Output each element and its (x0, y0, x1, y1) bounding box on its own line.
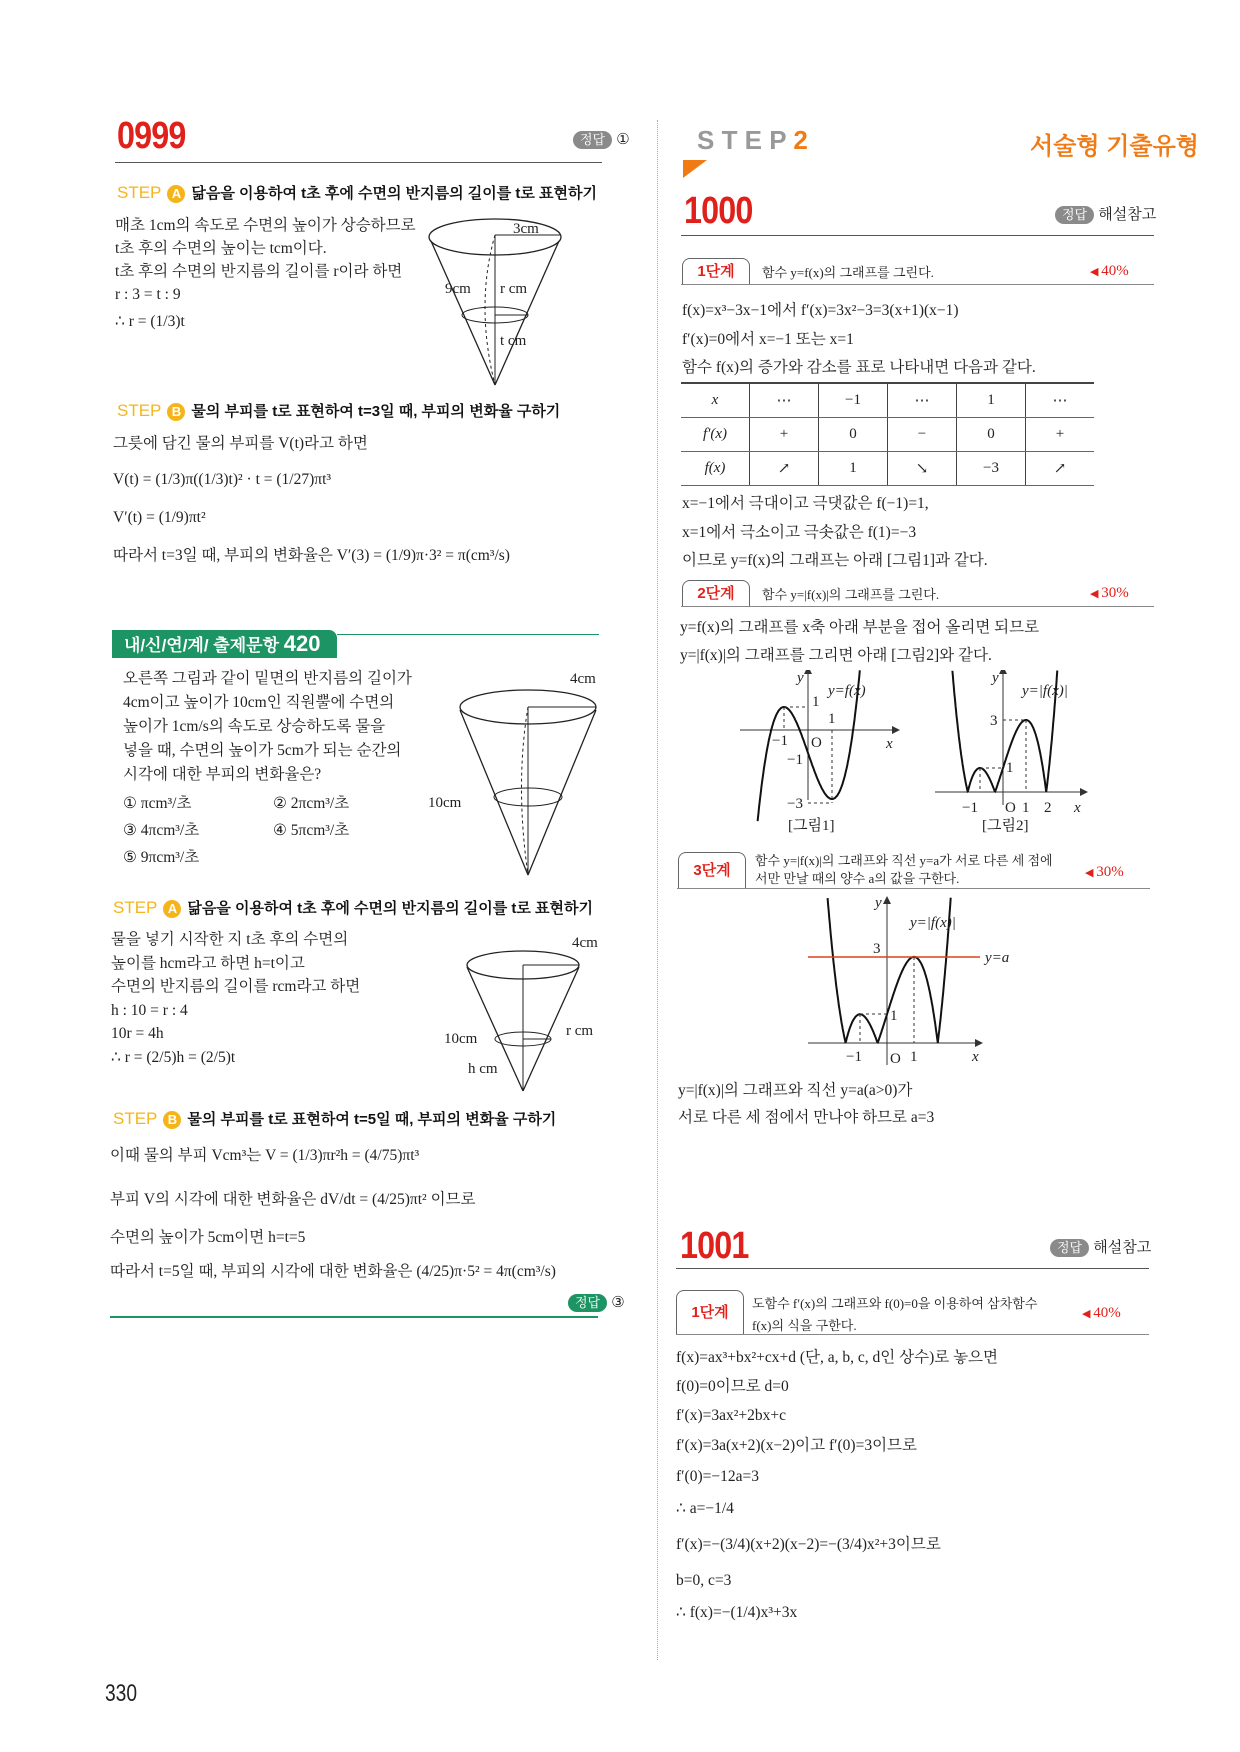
desc-line: 서만 만날 때의 양수 a의 값을 구한다. (755, 871, 960, 886)
table-cell: ↗ (750, 452, 819, 486)
text-line: 높이가 1cm/s의 속도로 상승하도록 물을 (123, 718, 386, 735)
step-title: 물의 부피를 t로 표현하여 t=3일 때, 부피의 변화율 구하기 (191, 403, 561, 420)
label-10cm: 10cm (428, 795, 462, 811)
step-letter: A (167, 185, 185, 203)
p1000-body-2 (682, 490, 988, 576)
label-4cm: 4cm (572, 935, 598, 951)
divider (681, 235, 1154, 236)
answer-label (573, 130, 630, 149)
stage-1-badge: 1단계 (676, 1290, 744, 1335)
text-line: f′(0)=−12a=3 (676, 1468, 759, 1485)
question-text (123, 667, 412, 787)
text-line: ∴ f(x)=−(1/4)x³+3x (676, 1604, 798, 1621)
table-cell: x (681, 383, 750, 418)
answer-value: ① (616, 131, 630, 148)
text-line: f′(x)=−(3/4)(x+2)(x−2)=−(3/4)x²+3이므로 (676, 1536, 941, 1553)
step-tag: STEP (113, 1109, 158, 1128)
text-line: 따라서 t=3일 때, 부피의 변화율은 V′(3) = (1/9)π·3² = π(cm³/s) (113, 547, 510, 564)
text-line: 오른쪽 그림과 같이 밑면의 반지름의 길이가 (123, 670, 412, 687)
stage-line (681, 606, 1154, 607)
text-line: 서로 다른 세 점에서 만나야 하므로 a=3 (678, 1109, 935, 1126)
table-cell: ⋯ (1026, 383, 1095, 418)
curve-label: y=|f(x)| (910, 915, 956, 931)
p1001-body (676, 1348, 998, 1633)
step-tag: STEP (117, 401, 162, 420)
text-line: f′(x)=3ax²+2bx+c (676, 1407, 787, 1424)
line-label: y=a (985, 950, 1010, 966)
text-line: V(t) = (1/3)π((1/3)t)² · t = (1/27)πt³ (113, 471, 332, 488)
curve-label: y=|f(x)| (1022, 683, 1068, 699)
desc-line: 함수 y=|f(x)|의 그래프와 직선 y=a가 서로 다른 세 점에 (755, 853, 1053, 868)
label: O (811, 735, 822, 751)
label-3cm: 3cm (513, 221, 539, 237)
divider (115, 162, 602, 163)
cone-figure-2 (420, 665, 610, 880)
section-divider (110, 1316, 598, 1318)
banner-number: 420 (283, 631, 321, 656)
label: −1 (772, 733, 788, 749)
desc-line: 도함수 f′(x)의 그래프와 f(0)=0을 이용하여 삼차함수 (752, 1296, 1038, 1311)
text-line: ∴ a=−1/4 (676, 1500, 734, 1517)
text-line: 수면의 반지름의 길이를 rcm라고 하면 (111, 978, 361, 995)
problem-number: 1001 (680, 1225, 749, 1267)
related-problem-banner (112, 630, 337, 658)
table-cell: ↗ (1026, 452, 1095, 486)
stage-1-badge: 1단계 (682, 258, 750, 285)
text-line: 물을 넣기 시작한 지 t초 후의 수면의 (111, 931, 349, 948)
desc-line: f(x)의 식을 구한다. (752, 1318, 857, 1333)
text-line: f′(x)=0에서 x=−1 또는 x=1 (682, 330, 854, 348)
table-cell: − (888, 418, 957, 452)
answer-value: 해설참고 (1093, 1239, 1152, 1256)
label-tcm: t cm (500, 333, 527, 349)
step-letter: A (163, 900, 181, 918)
label-rcm: r cm (500, 281, 528, 297)
label-rcm: r cm (566, 1023, 594, 1039)
step-letter: B (163, 1111, 181, 1129)
text-line: f(0)=0이므로 d=0 (676, 1378, 789, 1395)
stage-line (676, 1334, 1149, 1335)
label-4cm: 4cm (570, 671, 596, 687)
table-row (681, 452, 1094, 486)
text-line: f(x)=ax³+bx²+cx+d (단, a, b, c, d인 상수)로 놓으면 (676, 1349, 998, 1366)
table-cell: ⋯ (750, 383, 819, 418)
table-cell: 1 (819, 452, 888, 486)
table-cell: −1 (819, 383, 888, 418)
increase-decrease-table (681, 382, 1094, 486)
stage-1-desc: 함수 y=f(x)의 그래프를 그린다. (762, 265, 934, 280)
table-cell: + (1026, 418, 1095, 452)
label: x (886, 736, 893, 752)
label: x (972, 1049, 979, 1065)
stage-3-desc (755, 852, 1053, 888)
label: y (797, 670, 804, 686)
text-line: 그릇에 담긴 물의 부피를 V(t)라고 하면 (113, 435, 368, 452)
cone-figure-3 (440, 925, 620, 1095)
text-line: y=|f(x)|의 그래프와 직선 y=a(a>0)가 (678, 1082, 913, 1099)
figure-1 (740, 670, 900, 834)
text-line: 4cm이고 높이가 10cm인 직원뿔에 수면의 (123, 694, 395, 711)
table-row (681, 418, 1094, 452)
text-line: b=0, c=3 (676, 1572, 732, 1589)
choice-5[interactable]: ⑤ 9πcm³/초 (123, 849, 200, 866)
step-letter: B (167, 403, 185, 421)
label-9cm: 9cm (445, 281, 471, 297)
label-10cm: 10cm (444, 1031, 478, 1047)
label: 1 (890, 1008, 898, 1024)
text-line: h : 10 = r : 4 (111, 1001, 188, 1019)
text-line: 매초 1cm의 속도로 수면의 높이가 상승하므로 (115, 217, 416, 234)
table-cell: f′(x) (681, 418, 750, 452)
answer-pill: 정답 (1055, 206, 1094, 224)
table-row (681, 383, 1094, 418)
table-cell: 0 (957, 418, 1026, 452)
stage-1-percent: ◀ 40% (1090, 263, 1129, 280)
step-title: 닮음을 이용하여 t초 후에 수면의 반지름의 길이를 t로 표현하기 (191, 185, 597, 202)
text-line: 높이를 hcm라고 하면 h=t이고 (111, 954, 305, 972)
label: −1 (787, 752, 803, 768)
stage-2-badge: 2단계 (682, 580, 750, 607)
page-number: 330 (105, 1680, 138, 1707)
stage-line (677, 888, 1150, 889)
step-a2-body (111, 928, 360, 1069)
choices (123, 790, 393, 871)
answer-value: 해설참고 (1098, 206, 1157, 223)
answer-label-2 (568, 1293, 625, 1312)
step-number: 2 (793, 125, 808, 155)
stage-1-desc (752, 1293, 1037, 1337)
answer-value: ③ (611, 1294, 625, 1311)
step-tag: STEP (117, 183, 162, 202)
text-line: 시각에 대한 부피의 변화율은? (123, 766, 322, 783)
table-cell: 0 (819, 418, 888, 452)
answer-pill: 정답 (568, 1294, 607, 1312)
choice-4[interactable]: ④ 5πcm³/초 (273, 822, 350, 839)
step-text: S T E P (697, 125, 787, 155)
divider (676, 1268, 1149, 1269)
step-b-heading (117, 400, 560, 421)
table-cell: ↘ (888, 452, 957, 486)
label: 2 (1044, 800, 1052, 816)
figure-1-and-2 (660, 670, 1240, 850)
label: 1 (1006, 760, 1014, 776)
problem-number: 1000 (684, 190, 753, 232)
step-title: 물의 부피를 t로 표현하여 t=5일 때, 부피의 변화율 구하기 (187, 1111, 557, 1128)
text-line: f(x)=x³−3x−1에서 f′(x)=3x²−3=3(x+1)(x−1) (682, 302, 959, 319)
text-line: y=f(x)의 그래프를 x축 아래 부분을 접어 올리면 되므로 (680, 619, 1040, 636)
text-line: 수면의 높이가 5cm이면 h=t=5 (110, 1229, 306, 1246)
p1000-body-4 (678, 1077, 934, 1131)
choice-1[interactable]: ① πcm³/초 (123, 795, 192, 812)
step-a-body (115, 214, 416, 333)
label: 3 (990, 713, 998, 729)
table-cell: f(x) (681, 452, 750, 486)
text-line: ∴ r = (1/3)t (115, 313, 185, 330)
choice-2[interactable]: ② 2πcm³/초 (273, 795, 350, 812)
step-tag: STEP (113, 898, 158, 917)
orange-triangle-icon (683, 160, 707, 178)
table-cell: 1 (957, 383, 1026, 418)
label: 1 (812, 694, 820, 710)
text-line: r : 3 = t : 9 (115, 286, 181, 303)
curve-label: y=f(x) (828, 683, 866, 699)
answer-label (1055, 203, 1156, 224)
cone-figure-1 (425, 215, 575, 390)
answer-pill: 정답 (573, 131, 612, 149)
label: 1 (828, 711, 836, 727)
step-title: 닮음을 이용하여 t초 후에 수면의 반지름의 길이를 t로 표현하기 (187, 900, 593, 917)
figure-3 (800, 895, 1100, 1075)
stage-line (681, 284, 1154, 285)
label: −3 (787, 796, 803, 812)
text-line: 10r = 4h (111, 1025, 164, 1042)
p1000-body-3 (680, 614, 1039, 670)
step-a-heading (117, 182, 597, 203)
figure-caption: [그림2] (982, 818, 1029, 834)
label: −1 (962, 800, 978, 816)
text-line: 이때 물의 부피 Vcm³는 V = (1/3)πr²h = (4/75)πt³ (110, 1147, 420, 1164)
text-line: 부피 V의 시각에 대한 변화율은 dV/dt = (4/25)πt² 이므로 (110, 1191, 476, 1208)
text-line: t초 후의 수면의 높이는 tcm이다. (115, 240, 327, 257)
label: y (992, 670, 999, 686)
step-a2-heading (113, 897, 593, 918)
stage-3-percent: ◀ 30% (1085, 864, 1124, 881)
text-line: x=1에서 극소이고 극솟값은 f(1)=−3 (682, 523, 917, 541)
problem-number: 0999 (117, 115, 186, 157)
label-hcm: h cm (468, 1061, 498, 1077)
text-line: 넣을 때, 수면의 높이가 5cm가 되는 순간의 (123, 742, 402, 759)
stage-2-percent: ◀ 30% (1090, 585, 1129, 602)
section-title: 서술형 기출유형 (1030, 133, 1199, 160)
p1000-body-1 (682, 297, 1036, 383)
table-cell: + (750, 418, 819, 452)
banner-line (337, 634, 599, 635)
label: 1 (910, 1049, 918, 1065)
text-line: ∴ r = (2/5)h = (2/5)t (111, 1048, 236, 1066)
stage-2-desc: 함수 y=|f(x)|의 그래프를 그린다. (762, 587, 940, 602)
text-line: f′(x)=3a(x+2)(x−2)이고 f′(0)=3이므로 (676, 1437, 917, 1454)
answer-pill: 정답 (1050, 1239, 1089, 1257)
text-line: t초 후의 수면의 반지름의 길이를 r이라 하면 (115, 263, 403, 280)
label: −1 (846, 1049, 862, 1065)
label: O (1005, 800, 1016, 816)
figure-2 (935, 670, 1088, 834)
table-cell: −3 (957, 452, 1026, 486)
text-line: y=|f(x)|의 그래프를 그리면 아래 [그림2]와 같다. (680, 647, 992, 664)
label: O (890, 1051, 901, 1067)
label: 3 (873, 941, 881, 957)
text-line: 이므로 y=f(x)의 그래프는 아래 [그림1]과 같다. (682, 552, 988, 569)
banner-label: 내/신/연/계/ 출제문항 (124, 636, 279, 655)
step-b2-heading (113, 1108, 556, 1129)
stage-3-badge: 3단계 (678, 852, 746, 889)
label: x (1074, 800, 1081, 816)
text-line: 따라서 t=5일 때, 부피의 시각에 대한 변화율은 (4/25)π·5² = 4π(cm³/s) (110, 1263, 556, 1280)
choice-3[interactable]: ③ 4πcm³/초 (123, 822, 200, 839)
label: 1 (1022, 800, 1030, 816)
text-line: x=−1에서 극대이고 극댓값은 f(−1)=1, (682, 495, 929, 512)
answer-label (1050, 1236, 1151, 1257)
column-divider (657, 120, 658, 1660)
step-label (697, 125, 808, 156)
label: y (875, 895, 882, 911)
table-cell: ⋯ (888, 383, 957, 418)
figure-caption: [그림1] (788, 818, 835, 834)
stage-1-percent: ◀ 40% (1082, 1305, 1121, 1322)
text-line: 함수 f(x)의 증가와 감소를 표로 나타내면 다음과 같다. (682, 359, 1036, 376)
text-line: V′(t) = (1/9)πt² (113, 509, 206, 526)
